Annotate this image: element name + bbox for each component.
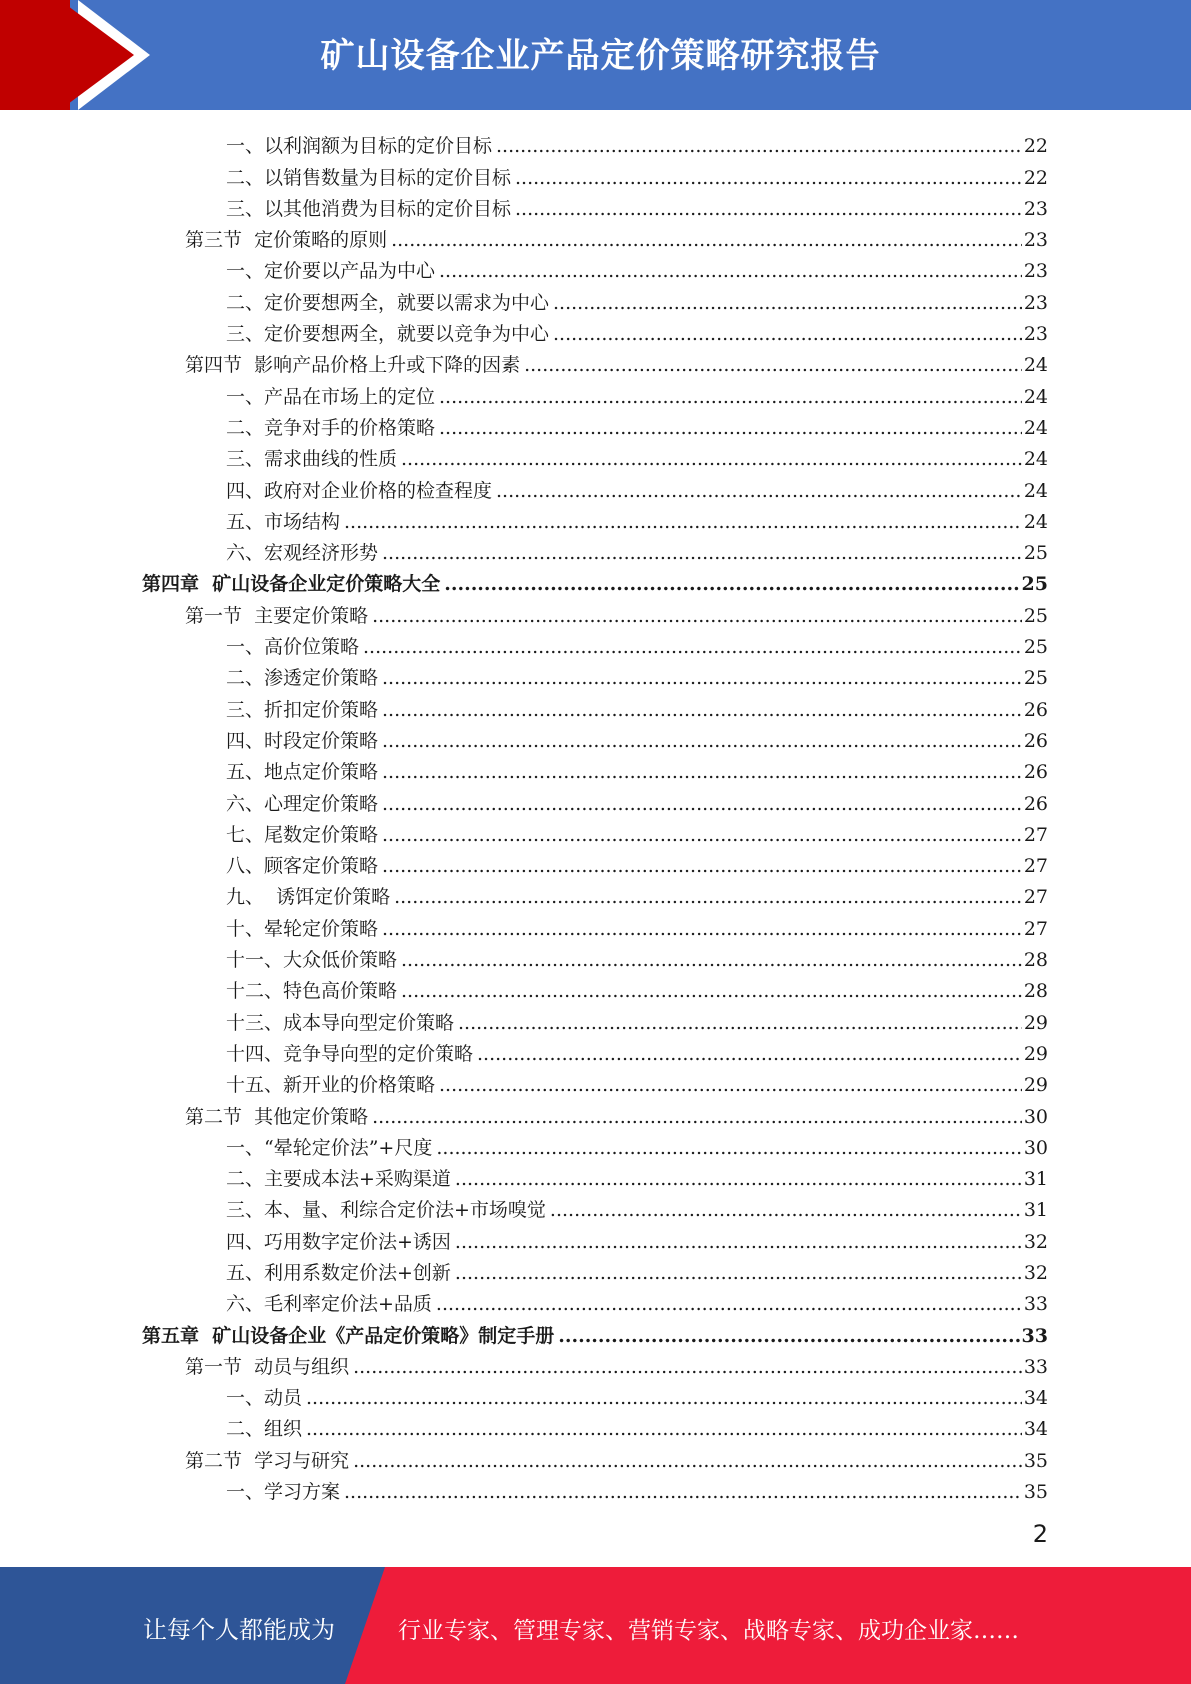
toc-entry-page: 29 bbox=[1023, 1011, 1048, 1034]
toc-dot-leader bbox=[353, 1449, 1022, 1473]
toc-entry-page: 25 bbox=[1023, 604, 1048, 627]
toc-entry-page: 34 bbox=[1023, 1418, 1048, 1441]
toc-entry-page: 27 bbox=[1023, 886, 1048, 909]
toc-dot-leader bbox=[382, 666, 1022, 690]
toc-entry-title: 五、市场结构 bbox=[226, 510, 341, 533]
toc-entry-page: 24 bbox=[1023, 385, 1048, 408]
toc-entry-page: 26 bbox=[1023, 792, 1048, 815]
toc-dot-leader bbox=[391, 228, 1022, 252]
toc-dot-leader bbox=[455, 1261, 1022, 1285]
toc-entry-page: 26 bbox=[1023, 698, 1048, 721]
toc-item-entry[interactable] bbox=[0, 878, 1048, 909]
toc-entry-title: 二、组织 bbox=[226, 1418, 303, 1441]
toc-entry-title: 一、产品在市场上的定位 bbox=[226, 385, 436, 408]
toc-item-entry[interactable] bbox=[0, 1066, 1048, 1097]
toc-section-entry[interactable] bbox=[0, 221, 1048, 252]
toc-entry-page: 31 bbox=[1023, 1168, 1048, 1191]
toc-entry-page: 33 bbox=[1023, 1293, 1048, 1316]
toc-dot-leader bbox=[382, 541, 1022, 565]
page-number: 2 bbox=[1032, 1520, 1048, 1548]
toc-dot-leader bbox=[382, 760, 1022, 784]
toc-dot-leader bbox=[363, 635, 1022, 659]
toc-item-entry[interactable] bbox=[0, 1410, 1048, 1441]
toc-dot-leader bbox=[553, 322, 1022, 346]
toc-entry-title: 三、本、量、利综合定价法+市场嗅觉 bbox=[226, 1199, 546, 1222]
toc-item-entry[interactable] bbox=[0, 440, 1048, 471]
toc-entry-title: 四、巧用数字定价法+诱因 bbox=[226, 1230, 451, 1253]
toc-entry-title: 第一节 动员与组织 bbox=[185, 1355, 350, 1378]
toc-dot-leader bbox=[394, 885, 1022, 909]
toc-entry-page: 34 bbox=[1023, 1387, 1048, 1410]
toc-entry-page: 24 bbox=[1023, 448, 1048, 471]
toc-entry-title: 五、地点定价策略 bbox=[226, 761, 379, 784]
toc-entry-title: 一、“晕轮定价法”+尺度 bbox=[226, 1136, 433, 1159]
toc-item-entry[interactable] bbox=[0, 1285, 1048, 1316]
toc-dot-leader bbox=[436, 1136, 1021, 1160]
toc-item-entry[interactable] bbox=[0, 1379, 1048, 1410]
toc-item-entry[interactable] bbox=[0, 722, 1048, 753]
toc-entry-page: 24 bbox=[1023, 479, 1048, 502]
toc-entry-page: 33 bbox=[1021, 1324, 1048, 1347]
toc-dot-leader bbox=[558, 1324, 1019, 1348]
toc-section-entry[interactable] bbox=[0, 1441, 1048, 1472]
toc-item-entry[interactable] bbox=[0, 471, 1048, 502]
toc-entry-page: 27 bbox=[1023, 823, 1048, 846]
toc-item-entry[interactable] bbox=[0, 503, 1048, 534]
toc-entry-title: 三、折扣定价策略 bbox=[226, 698, 379, 721]
toc-dot-leader bbox=[515, 197, 1022, 221]
toc-entry-title: 六、心理定价策略 bbox=[226, 792, 379, 815]
toc-item-entry[interactable] bbox=[0, 847, 1048, 878]
toc-item-entry[interactable] bbox=[0, 753, 1048, 784]
toc-entry-title: 二、竞争对手的价格策略 bbox=[226, 416, 436, 439]
toc-entry-title: 十四、竞争导向型的定价策略 bbox=[226, 1042, 474, 1065]
toc-item-entry[interactable] bbox=[0, 315, 1048, 346]
toc-dot-leader bbox=[344, 510, 1022, 534]
toc-entry-page: 32 bbox=[1023, 1261, 1048, 1284]
toc-entry-title: 六、毛利率定价法+品质 bbox=[226, 1293, 432, 1316]
toc-entry-title: 三、需求曲线的性质 bbox=[226, 448, 398, 471]
toc-entry-page: 24 bbox=[1023, 416, 1048, 439]
toc-entry-page: 24 bbox=[1023, 510, 1048, 533]
toc-entry-page: 33 bbox=[1023, 1355, 1048, 1378]
toc-item-entry[interactable] bbox=[0, 972, 1048, 1003]
toc-item-entry[interactable] bbox=[0, 252, 1048, 283]
toc-entry-title: 第四章 矿山设备企业定价策略大全 bbox=[142, 573, 441, 596]
toc-entry-page: 25 bbox=[1021, 573, 1048, 596]
toc-dot-leader bbox=[524, 353, 1022, 377]
toc-section-entry[interactable] bbox=[0, 346, 1048, 377]
toc-dot-leader bbox=[455, 1230, 1022, 1254]
toc-item-entry[interactable] bbox=[0, 816, 1048, 847]
toc-dot-leader bbox=[382, 854, 1022, 878]
toc-item-entry[interactable] bbox=[0, 941, 1048, 972]
toc-entry-page: 26 bbox=[1023, 729, 1048, 752]
toc-item-entry[interactable] bbox=[0, 1191, 1048, 1222]
toc-dot-leader bbox=[382, 823, 1022, 847]
toc-dot-leader bbox=[439, 385, 1022, 409]
toc-dot-leader bbox=[439, 416, 1022, 440]
toc-entry-page: 24 bbox=[1023, 354, 1048, 377]
toc-dot-leader bbox=[458, 1011, 1022, 1035]
toc-entry-title: 三、以其他消费为目标的定价目标 bbox=[226, 197, 512, 220]
toc-dot-leader bbox=[550, 1198, 1022, 1222]
toc-entry-title: 九、 诱饵定价策略 bbox=[226, 886, 391, 909]
toc-item-entry[interactable] bbox=[0, 1129, 1048, 1160]
toc-item-entry[interactable] bbox=[0, 534, 1048, 565]
toc-entry-title: 十五、新开业的价格策略 bbox=[226, 1074, 436, 1097]
toc-entry-title: 十二、特色高价策略 bbox=[226, 980, 398, 1003]
toc-entry-page: 28 bbox=[1023, 980, 1048, 1003]
toc-section-entry[interactable] bbox=[0, 1097, 1048, 1128]
toc-item-entry[interactable] bbox=[0, 158, 1048, 189]
toc-dot-leader bbox=[382, 729, 1022, 753]
toc-entry-title: 一、以利润额为目标的定价目标 bbox=[226, 135, 493, 158]
toc-dot-leader bbox=[382, 792, 1022, 816]
toc-item-entry[interactable] bbox=[0, 1254, 1048, 1285]
toc-entry-title: 三、定价要想两全，就要以竞争为中心 bbox=[226, 323, 550, 346]
toc-chapter-entry[interactable] bbox=[0, 565, 1048, 596]
toc-entry-page: 25 bbox=[1023, 542, 1048, 565]
toc-entry-page: 35 bbox=[1023, 1449, 1048, 1472]
document-title: 矿山设备企业产品定价策略研究报告 bbox=[320, 36, 881, 76]
toc-item-entry[interactable] bbox=[0, 909, 1048, 940]
toc-section-entry[interactable] bbox=[0, 596, 1048, 627]
toc-item-entry[interactable] bbox=[0, 190, 1048, 221]
toc-dot-leader bbox=[344, 1480, 1022, 1504]
toc-dot-leader bbox=[455, 1167, 1022, 1191]
toc-entry-page: 29 bbox=[1023, 1042, 1048, 1065]
toc-dot-leader bbox=[444, 572, 1019, 596]
toc-item-entry[interactable] bbox=[0, 628, 1048, 659]
toc-dot-leader bbox=[401, 447, 1022, 471]
toc-entry-title: 五、利用系数定价法+创新 bbox=[226, 1261, 451, 1284]
toc-chapter-entry[interactable] bbox=[0, 1316, 1048, 1347]
toc-entry-title: 第四节 影响产品价格上升或下降的因素 bbox=[185, 354, 521, 377]
toc-entry-title: 十、晕轮定价策略 bbox=[226, 917, 379, 940]
toc-entry-title: 六、宏观经济形势 bbox=[226, 542, 379, 565]
toc-entry-title: 八、顾客定价策略 bbox=[226, 855, 379, 878]
toc-item-entry[interactable] bbox=[0, 409, 1048, 440]
toc-entry-page: 30 bbox=[1023, 1136, 1048, 1159]
table-of-contents bbox=[0, 127, 1191, 1504]
toc-entry-page: 27 bbox=[1023, 917, 1048, 940]
toc-entry-title: 第二节 其他定价策略 bbox=[185, 1105, 369, 1128]
toc-dot-leader bbox=[372, 604, 1022, 628]
toc-entry-page: 26 bbox=[1023, 761, 1048, 784]
toc-entry-title: 第二节 学习与研究 bbox=[185, 1449, 350, 1472]
footer-blue-slant bbox=[345, 1567, 385, 1684]
toc-entry-page: 27 bbox=[1023, 855, 1048, 878]
toc-entry-page: 23 bbox=[1023, 229, 1048, 252]
toc-entry-page: 31 bbox=[1023, 1199, 1048, 1222]
toc-dot-leader bbox=[382, 698, 1022, 722]
toc-item-entry[interactable] bbox=[0, 784, 1048, 815]
toc-dot-leader bbox=[496, 479, 1022, 503]
toc-section-entry[interactable] bbox=[0, 1348, 1048, 1379]
toc-dot-leader bbox=[306, 1386, 1022, 1410]
toc-item-entry[interactable] bbox=[0, 1473, 1048, 1504]
toc-entry-title: 二、以销售数量为目标的定价目标 bbox=[226, 166, 512, 189]
toc-item-entry[interactable] bbox=[0, 690, 1048, 721]
toc-item-entry[interactable] bbox=[0, 283, 1048, 314]
toc-dot-leader bbox=[439, 1073, 1022, 1097]
toc-entry-title: 四、时段定价策略 bbox=[226, 729, 379, 752]
toc-dot-leader bbox=[496, 134, 1022, 158]
toc-item-entry[interactable] bbox=[0, 1160, 1048, 1191]
toc-entry-page: 25 bbox=[1023, 667, 1048, 690]
toc-entry-page: 23 bbox=[1023, 197, 1048, 220]
toc-dot-leader bbox=[515, 166, 1022, 190]
toc-entry-page: 29 bbox=[1023, 1074, 1048, 1097]
toc-dot-leader bbox=[382, 917, 1022, 941]
toc-item-entry[interactable] bbox=[0, 1003, 1048, 1034]
toc-item-entry[interactable] bbox=[0, 1035, 1048, 1066]
toc-dot-leader bbox=[372, 1105, 1022, 1129]
toc-dot-leader bbox=[353, 1355, 1022, 1379]
toc-entry-title: 十三、成本导向型定价策略 bbox=[226, 1011, 455, 1034]
toc-entry-page: 25 bbox=[1023, 636, 1048, 659]
toc-entry-page: 35 bbox=[1023, 1481, 1048, 1504]
toc-entry-page: 22 bbox=[1023, 135, 1048, 158]
toc-item-entry[interactable] bbox=[0, 127, 1048, 158]
footer-slogan-left: 让每个人都能成为 bbox=[143, 1616, 335, 1644]
toc-entry-page: 30 bbox=[1023, 1105, 1048, 1128]
toc-item-entry[interactable] bbox=[0, 1222, 1048, 1253]
toc-entry-title: 第三节 定价策略的原则 bbox=[185, 229, 388, 252]
toc-entry-title: 二、渗透定价策略 bbox=[226, 667, 379, 690]
toc-dot-leader bbox=[439, 259, 1022, 283]
toc-entry-page: 23 bbox=[1023, 291, 1048, 314]
toc-entry-page: 32 bbox=[1023, 1230, 1048, 1253]
toc-dot-leader bbox=[436, 1292, 1022, 1316]
toc-dot-leader bbox=[306, 1417, 1022, 1441]
toc-entry-title: 一、动员 bbox=[226, 1387, 303, 1410]
toc-entry-title: 第五章 矿山设备企业《产品定价策略》制定手册 bbox=[142, 1324, 555, 1347]
toc-dot-leader bbox=[553, 291, 1022, 315]
toc-dot-leader bbox=[477, 1042, 1022, 1066]
toc-item-entry[interactable] bbox=[0, 377, 1048, 408]
toc-entry-title: 二、主要成本法+采购渠道 bbox=[226, 1168, 451, 1191]
footer-slogan-right: 行业专家、管理专家、营销专家、战略专家、成功企业家…… bbox=[398, 1618, 1019, 1644]
toc-entry-title: 十一、大众低价策略 bbox=[226, 949, 398, 972]
page-footer bbox=[0, 1567, 1191, 1684]
toc-entry-page: 28 bbox=[1023, 949, 1048, 972]
toc-dot-leader bbox=[401, 948, 1022, 972]
toc-entry-title: 四、政府对企业价格的检查程度 bbox=[226, 479, 493, 502]
toc-entry-page: 23 bbox=[1023, 323, 1048, 346]
page-header bbox=[0, 0, 1191, 110]
toc-entry-page: 23 bbox=[1023, 260, 1048, 283]
toc-entry-title: 一、高价位策略 bbox=[226, 636, 360, 659]
toc-entry-title: 第一节 主要定价策略 bbox=[185, 604, 369, 627]
toc-entry-page: 22 bbox=[1023, 166, 1048, 189]
toc-item-entry[interactable] bbox=[0, 659, 1048, 690]
toc-dot-leader bbox=[401, 979, 1022, 1003]
toc-entry-title: 一、定价要以产品为中心 bbox=[226, 260, 436, 283]
toc-entry-title: 七、尾数定价策略 bbox=[226, 823, 379, 846]
toc-entry-title: 一、学习方案 bbox=[226, 1481, 341, 1504]
toc-entry-title: 二、定价要想两全，就要以需求为中心 bbox=[226, 291, 550, 314]
